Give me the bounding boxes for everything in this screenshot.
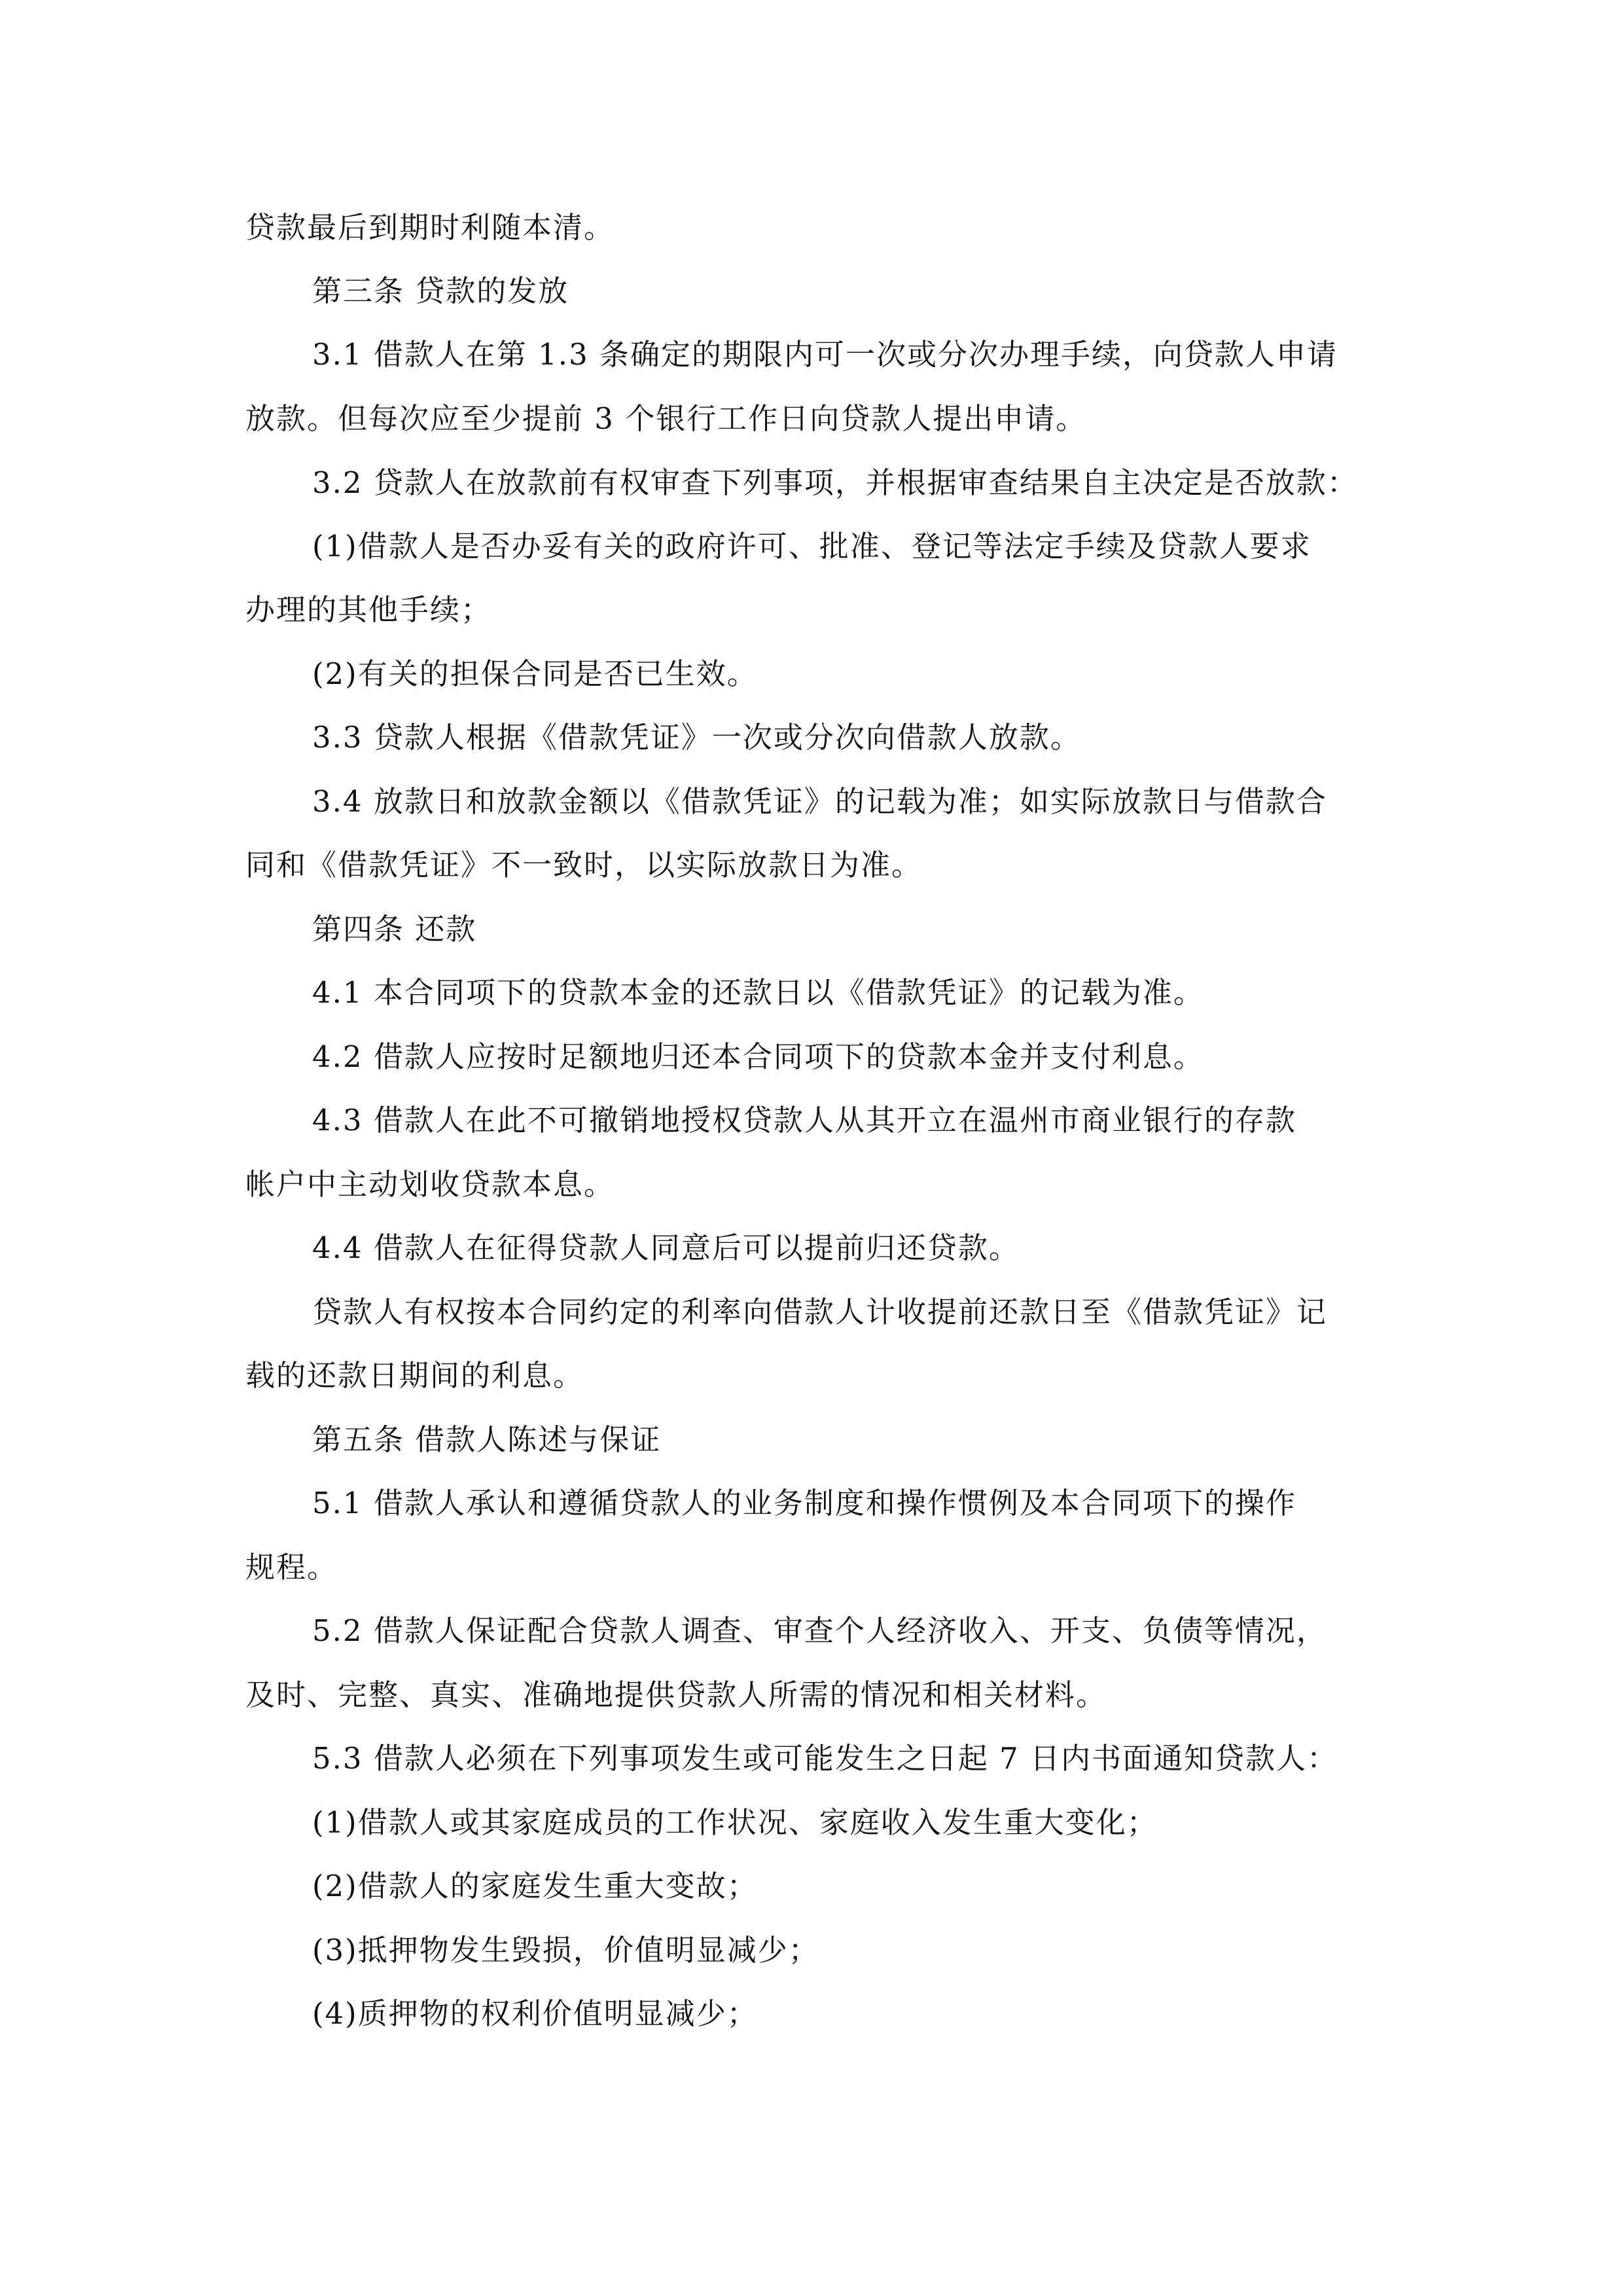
text-line: 办理的其他手续； (245, 592, 492, 627)
text-line: 4.4 借款人在征得贷款人同意后可以提前归还贷款。 (312, 1230, 1020, 1265)
text-line: 同和《借款凭证》不一致时，以实际放款日为准。 (245, 848, 923, 882)
text-line: (1)借款人或其家庭成员的工作状况、家庭收入发生重大变化； (312, 1805, 1158, 1840)
text-line: 4.2 借款人应按时足额地归还本合同项下的贷款本金并支付利息。 (312, 1039, 1204, 1074)
text-line: 贷款人有权按本合同约定的利率向借款人计收提前还款日至《借款凭证》记 (312, 1295, 1328, 1329)
text-line: 及时、完整、真实、准确地提供贷款人所需的情况和相关材料。 (245, 1677, 1107, 1712)
text-line: (1)借款人是否办妥有关的政府许可、批准、登记等法定手续及贷款人要求 (312, 529, 1311, 564)
text-line: (4)质押物的权利价值明显减少； (312, 1996, 758, 2031)
text-line: 规程。 (245, 1550, 338, 1585)
text-line: 3.3 贷款人根据《借款凭证》一次或分次向借款人放款。 (312, 720, 1081, 755)
text-line: 3.4 放款日和放款金额以《借款凭证》的记载为准；如实际放款日与借款合 (312, 784, 1327, 819)
text-line: 4.1 本合同项下的贷款本金的还款日以《借款凭证》的记载为准。 (312, 975, 1204, 1010)
text-line: 贷款最后到期时利随本清。 (245, 210, 615, 245)
text-line: 4.3 借款人在此不可撤销地授权贷款人从其开立在温州市商业银行的存款 (312, 1103, 1296, 1138)
text-line: 5.1 借款人承认和遵循贷款人的业务制度和操作惯例及本合同项下的操作 (312, 1486, 1296, 1520)
text-line: 载的还款日期间的利息。 (245, 1358, 584, 1393)
section-heading: 第四条 还款 (312, 912, 477, 946)
text-line: 5.3 借款人必须在下列事项发生或可能发生之日起 7 日内书面通知贷款人： (312, 1741, 1338, 1776)
text-line: (3)抵押物发生毁损，价值明显减少； (312, 1933, 819, 1967)
section-heading: 第五条 借款人陈述与保证 (312, 1422, 662, 1457)
text-line: 5.2 借款人保证配合贷款人调查、审查个人经济收入、开支、负债等情况， (312, 1613, 1327, 1648)
section-heading: 第三条 贷款的发放 (312, 274, 569, 308)
text-line: 3.1 借款人在第 1.3 条确定的期限内可一次或分次办理手续，向贷款人申请 (312, 337, 1338, 372)
text-line: 3.2 贷款人在放款前有权审查下列事项，并根据审查结果自主决定是否放款： (312, 465, 1358, 500)
text-line: 帐户中主动划收贷款本息。 (245, 1167, 615, 1202)
text-line: (2)借款人的家庭发生重大变故； (312, 1869, 758, 1903)
text-line: (2)有关的担保合同是否已生效。 (312, 656, 758, 691)
text-line: 放款。但每次应至少提前 3 个银行工作日向贷款人提出申请。 (245, 401, 1087, 436)
